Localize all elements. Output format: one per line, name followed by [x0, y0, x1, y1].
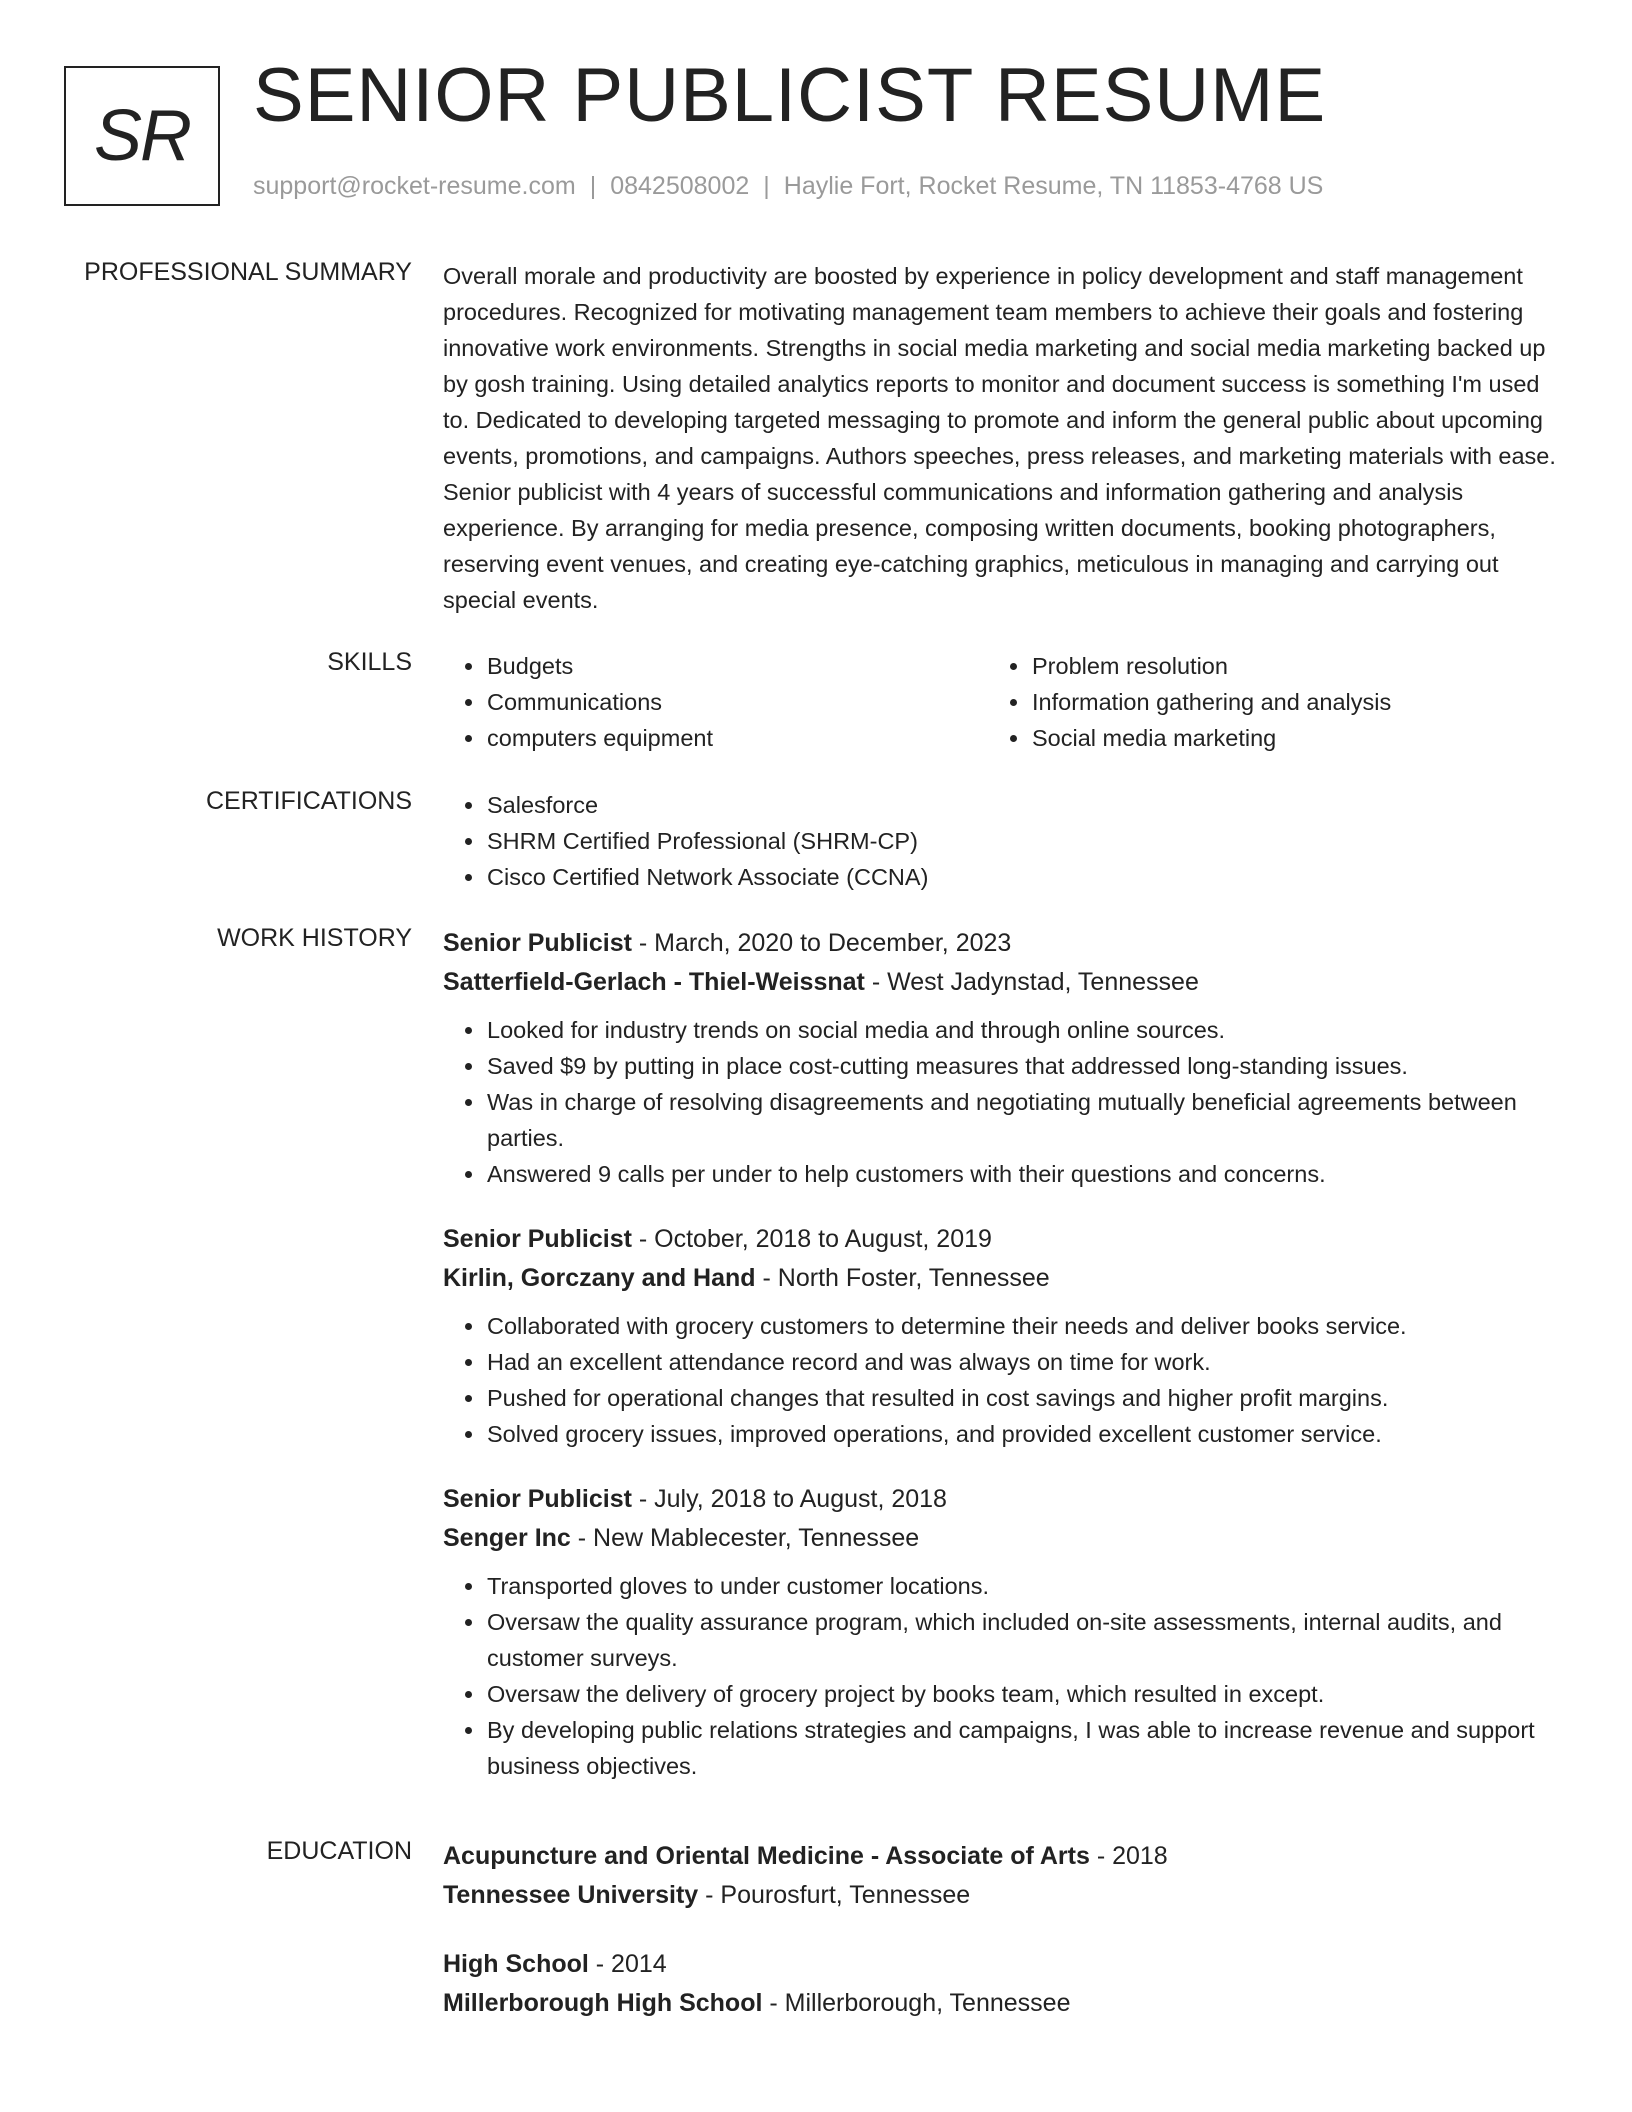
job-location: - North Foster, Tennessee [755, 1264, 1050, 1292]
job-bullet: • Transported gloves to under customer locations. [486, 1568, 1561, 1604]
summary-heading: PROFESSIONAL SUMMARY [84, 258, 412, 286]
education-entry [443, 1945, 1561, 2023]
page-title: SENIOR PUBLICIST RESUME [253, 53, 1327, 138]
contact-address: Haylie Fort, Rocket Resume, TN 11853-4768 US [783, 172, 1324, 200]
certification-item: • SHRM Certified Professional (SHRM-CP) [486, 823, 1561, 859]
skill-item: • Budgets [486, 648, 988, 684]
job-location: - New Mablecester, Tennessee [570, 1524, 920, 1552]
education-degree: Acupuncture and Oriental Medicine - Associate of Arts [443, 1842, 1090, 1870]
job-bullet: • Collaborated with grocery customers to determine their needs and deliver books service. [486, 1308, 1561, 1344]
summary-text: Overall morale and productivity are boosted by experience in policy development and staff management procedures. Recognized for motivating management team members to achieve their goals and fostering innovative work environments. Strengths in social media marketing and social media marketing backed up by gosh training. Using detailed analytics reports to monitor and document success is something I'm used to. Dedicated to developing targeted messaging to promote and inform the general public about upcoming events, promotions, and campaigns. Authors speeches, press releases, and marketing materials with ease. Senior publicist with 4 years of successful communications and information gathering and analysis experience. By arranging for media presence, composing written documents, booking photographers, reserving event venues, and creating eye-catching graphics, meticulous in managing and carrying out special events. [443, 263, 1556, 613]
job-bullet: • Oversaw the delivery of grocery project by books team, which resulted in except. [486, 1676, 1561, 1712]
job-bullet: • Answered 9 calls per under to help customers with their questions and concerns. [486, 1156, 1561, 1192]
contact-phone: 0842508002 [610, 172, 750, 200]
monogram-box [64, 66, 220, 206]
education-location: - Pourosfurt, Tennessee [698, 1881, 971, 1909]
skills-heading: SKILLS [327, 648, 412, 676]
job-entry [443, 1480, 1561, 1784]
skill-item: • Social media marketing [1031, 720, 1533, 756]
job-location: - West Jadynstad, Tennessee [864, 968, 1199, 996]
job-company: Satterfield-Gerlach - Thiel-Weissnat [443, 968, 865, 996]
education-heading: EDUCATION [266, 1837, 412, 1865]
job-dates: - October, 2018 to August, 2019 [631, 1225, 992, 1253]
job-bullet: • By developing public relations strategies and campaigns, I was able to increase revenue and support business objectives. [486, 1712, 1561, 1784]
education-location: - Millerborough, Tennessee [762, 1989, 1071, 2017]
job-dates: - July, 2018 to August, 2018 [631, 1485, 947, 1513]
education-school: Millerborough High School [443, 1989, 763, 2017]
certification-item: • Cisco Certified Network Associate (CCNA) [486, 859, 1561, 895]
contact-separator: | [763, 172, 770, 200]
contact-email: support@rocket-resume.com [253, 172, 576, 200]
skill-item: • computers equipment [486, 720, 988, 756]
education-degree: High School [443, 1950, 589, 1978]
education-year: - 2014 [588, 1950, 667, 1978]
job-bullet: • Pushed for operational changes that resulted in cost savings and higher profit margins. [486, 1380, 1561, 1416]
job-title: Senior Publicist [443, 1225, 632, 1253]
job-bullet: • Solved grocery issues, improved operations, and provided excellent customer service. [486, 1416, 1561, 1452]
job-bullets [443, 1012, 1561, 1192]
monogram-initials: SR [93, 96, 191, 176]
job-entry [443, 1220, 1561, 1452]
education-entry [443, 1837, 1561, 1915]
certification-item: • Salesforce [486, 787, 1561, 823]
certifications-list [443, 787, 1561, 895]
skill-item: • Problem resolution [1031, 648, 1533, 684]
job-title: Senior Publicist [443, 929, 632, 957]
job-bullet: • Oversaw the quality assurance program, which included on-site assessments, internal audits, and customer surveys. [486, 1604, 1561, 1676]
education-year: - 2018 [1089, 1842, 1168, 1870]
job-bullet: • Saved $9 by putting in place cost-cutting measures that addressed long-standing issues. [486, 1048, 1561, 1084]
job-bullets [443, 1568, 1561, 1784]
certifications-heading: CERTIFICATIONS [205, 787, 412, 815]
job-title: Senior Publicist [443, 1485, 632, 1513]
job-entry [443, 924, 1561, 1192]
contact-line [253, 172, 1323, 201]
skills-list-left [443, 648, 988, 756]
contact-separator: | [589, 172, 597, 200]
skill-item: • Information gathering and analysis [1031, 684, 1533, 720]
job-bullet: • Was in charge of resolving disagreements and negotiating mutually beneficial agreements between parties. [486, 1084, 1561, 1156]
work-history-heading: WORK HISTORY [217, 924, 412, 952]
job-company: Senger Inc [443, 1524, 571, 1552]
job-bullet: • Looked for industry trends on social media and through online sources. [486, 1012, 1561, 1048]
job-bullet: • Had an excellent attendance record and was always on time for work. [486, 1344, 1561, 1380]
skills-list-right [988, 648, 1533, 756]
job-company: Kirlin, Gorczany and Hand [443, 1264, 756, 1292]
education-school: Tennessee University [443, 1881, 699, 1909]
skill-item: • Communications [486, 684, 988, 720]
job-dates: - March, 2020 to December, 2023 [631, 929, 1012, 957]
job-bullets [443, 1308, 1561, 1452]
